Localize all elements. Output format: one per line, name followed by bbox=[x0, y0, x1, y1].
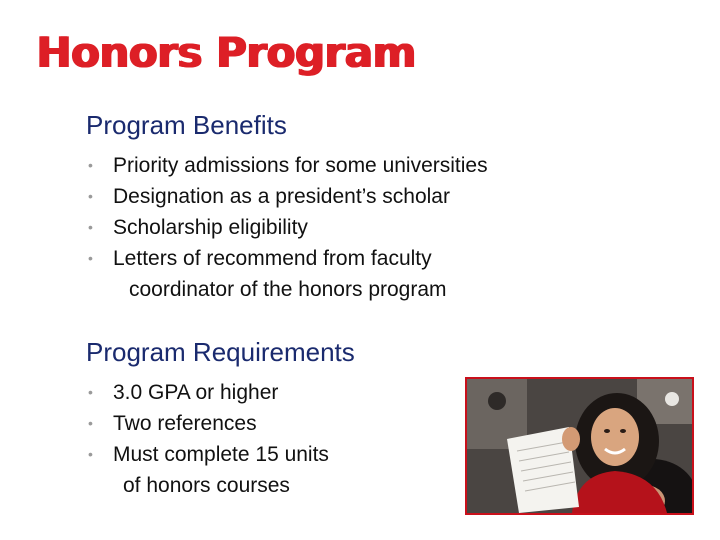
requirements-heading: Program Requirements bbox=[86, 337, 355, 367]
benefits-heading: Program Benefits bbox=[86, 110, 287, 140]
list-item-continuation: of honors courses bbox=[123, 474, 290, 497]
bullet-icon: • bbox=[88, 188, 93, 204]
bullet-icon: • bbox=[88, 415, 93, 431]
students-photo bbox=[465, 377, 694, 515]
benefits-list bbox=[88, 150, 488, 305]
list-item: • Priority admissions for some universities bbox=[88, 150, 488, 181]
list-item: • Scholarship eligibility bbox=[88, 212, 488, 243]
list-item: • Designation as a president’s scholar bbox=[88, 181, 488, 212]
list-item: • Letters of recommend from faculty coordinator of the honors program bbox=[88, 243, 488, 305]
list-item: • 3.0 GPA or higher bbox=[88, 377, 329, 408]
students-photo-illustration bbox=[467, 379, 692, 513]
bullet-icon: • bbox=[88, 384, 93, 400]
slide-title: Honors Program bbox=[36, 28, 416, 77]
list-item: • Must complete 15 units of honors courses bbox=[88, 439, 329, 501]
bullet-icon: • bbox=[88, 446, 93, 462]
list-item: • Two references bbox=[88, 408, 329, 439]
bullet-icon: • bbox=[88, 250, 93, 266]
bullet-icon: • bbox=[88, 157, 93, 173]
list-item-continuation: coordinator of the honors program bbox=[129, 278, 447, 301]
bullet-icon: • bbox=[88, 219, 93, 235]
requirements-list bbox=[88, 377, 329, 501]
